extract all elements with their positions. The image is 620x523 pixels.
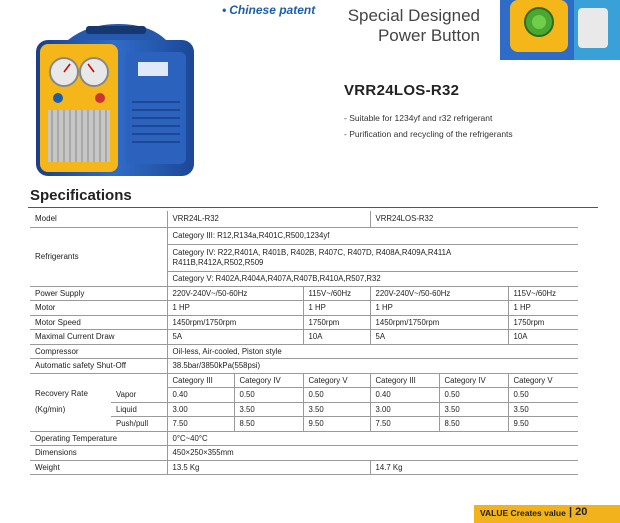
- table-row: [30, 211, 578, 227]
- specifications-heading: Specifications: [30, 187, 132, 204]
- push-pull-value: 7.50: [370, 417, 439, 432]
- speed-value: 1450rpm/1750rpm: [370, 315, 508, 330]
- weight-value: 13.5 Kg: [167, 460, 370, 475]
- motor-value: 1 HP: [167, 301, 303, 316]
- recovery-rate-label: Recovery Rate (Kg/min): [30, 373, 111, 431]
- push-pull-value: 7.50: [167, 417, 234, 432]
- push-pull-value: 9.50: [303, 417, 370, 432]
- table-row: [30, 301, 578, 316]
- liquid-label: Liquid: [111, 402, 167, 417]
- table-row: [30, 388, 578, 403]
- operating-temp-value: 0°C~40°C: [167, 431, 578, 446]
- table-row: [30, 330, 578, 345]
- table-row: [30, 446, 578, 461]
- power-value: 220V-240V~/50-60Hz: [370, 286, 508, 301]
- footer-slogan: VALUE Creates value: [480, 508, 566, 518]
- product-model-title: VRR24LOS-R32: [344, 82, 460, 99]
- table-row: [30, 373, 578, 388]
- specifications-rule: [28, 207, 598, 208]
- shutoff-value: 38.5bar/3850kPa(558psi): [167, 359, 578, 374]
- category-v-refrigerants: Category V: R402A,R404A,R407A,R407B,R410A,R507,R32: [167, 271, 578, 286]
- vapor-value: 0.50: [508, 388, 578, 403]
- push-pull-value: 9.50: [508, 417, 578, 432]
- category-iii-refrigerants: Category III: R12,R134a,R401C,R500,1234yf: [167, 227, 578, 244]
- shutoff-label: Automatic safety Shut-Off: [30, 359, 167, 374]
- special-power-button-caption: Special Designed Power Button: [347, 6, 480, 45]
- liquid-value: 3.00: [370, 402, 439, 417]
- power-value: 220V-240V~/50-60Hz: [167, 286, 303, 301]
- vapor-value: 0.50: [303, 388, 370, 403]
- patent-note: • Chinese patent: [222, 3, 316, 17]
- motor-value: 1 HP: [508, 301, 578, 316]
- model-label: Model: [30, 211, 167, 227]
- category-header: Category IV: [234, 373, 303, 388]
- category-header: Category IV: [439, 373, 508, 388]
- push-pull-label: Push/pull: [111, 417, 167, 432]
- category-header: Category III: [167, 373, 234, 388]
- category-header: Category V: [508, 373, 578, 388]
- table-row: [30, 359, 578, 374]
- liquid-value: 3.50: [234, 402, 303, 417]
- table-row: [30, 227, 578, 244]
- power-value: 115V~/60Hz: [303, 286, 370, 301]
- current-value: 10A: [303, 330, 370, 345]
- specifications-table: [30, 211, 578, 475]
- liquid-value: 3.00: [167, 402, 234, 417]
- feature-list: [344, 110, 513, 142]
- motor-speed-label: Motor Speed: [30, 315, 167, 330]
- product-image: [28, 22, 200, 180]
- page-number: | 20: [569, 506, 588, 518]
- refrigerants-label: Refrigerants: [30, 227, 167, 286]
- max-current-label: Maximal Current Draw: [30, 330, 167, 345]
- motor-value: 1 HP: [370, 301, 508, 316]
- operating-temp-label: Operating Temperature: [30, 431, 167, 446]
- category-iv-refrigerants: Category IV: R22,R401A, R401B, R402B, R407C, R407D, R408A,R409A,R411A R411B,R412A,R502,R509: [167, 244, 578, 271]
- feature-item: - Suitable for 1234yf and r32 refrigerant: [344, 113, 493, 123]
- current-value: 10A: [508, 330, 578, 345]
- liquid-value: 3.50: [508, 402, 578, 417]
- table-row: [30, 402, 578, 417]
- dimensions-label: Dimensions: [30, 446, 167, 461]
- table-row: [30, 460, 578, 475]
- vapor-label: Vapor: [111, 388, 167, 403]
- feature-item: - Purification and recycling of the refrigerants: [344, 129, 513, 139]
- table-row: [30, 286, 578, 301]
- vapor-value: 0.40: [167, 388, 234, 403]
- current-value: 5A: [167, 330, 303, 345]
- model-b: VRR24LOS-R32: [370, 211, 578, 227]
- model-a: VRR24L-R32: [167, 211, 370, 227]
- table-row: [30, 344, 578, 359]
- power-supply-label: Power Supply: [30, 286, 167, 301]
- push-pull-value: 8.50: [439, 417, 508, 432]
- dimensions-value: 450×250×355mm: [167, 446, 578, 461]
- weight-value: 14.7 Kg: [370, 460, 578, 475]
- power-value: 115V~/60Hz: [508, 286, 578, 301]
- motor-value: 1 HP: [303, 301, 370, 316]
- power-button-photo: [500, 0, 620, 60]
- speed-value: 1750rpm: [303, 315, 370, 330]
- table-row: [30, 431, 578, 446]
- vapor-value: 0.50: [439, 388, 508, 403]
- motor-label: Motor: [30, 301, 167, 316]
- weight-label: Weight: [30, 460, 167, 475]
- liquid-value: 3.50: [303, 402, 370, 417]
- compressor-label: Compressor: [30, 344, 167, 359]
- current-value: 5A: [370, 330, 508, 345]
- table-row: [30, 315, 578, 330]
- compressor-value: Oil-less, Air-cooled, Piston style: [167, 344, 578, 359]
- speed-value: 1450rpm/1750rpm: [167, 315, 303, 330]
- vapor-value: 0.50: [234, 388, 303, 403]
- category-header: Category V: [303, 373, 370, 388]
- category-header: Category III: [370, 373, 439, 388]
- table-row: [30, 417, 578, 432]
- speed-value: 1750rpm: [508, 315, 578, 330]
- vapor-value: 0.40: [370, 388, 439, 403]
- liquid-value: 3.50: [439, 402, 508, 417]
- push-pull-value: 8.50: [234, 417, 303, 432]
